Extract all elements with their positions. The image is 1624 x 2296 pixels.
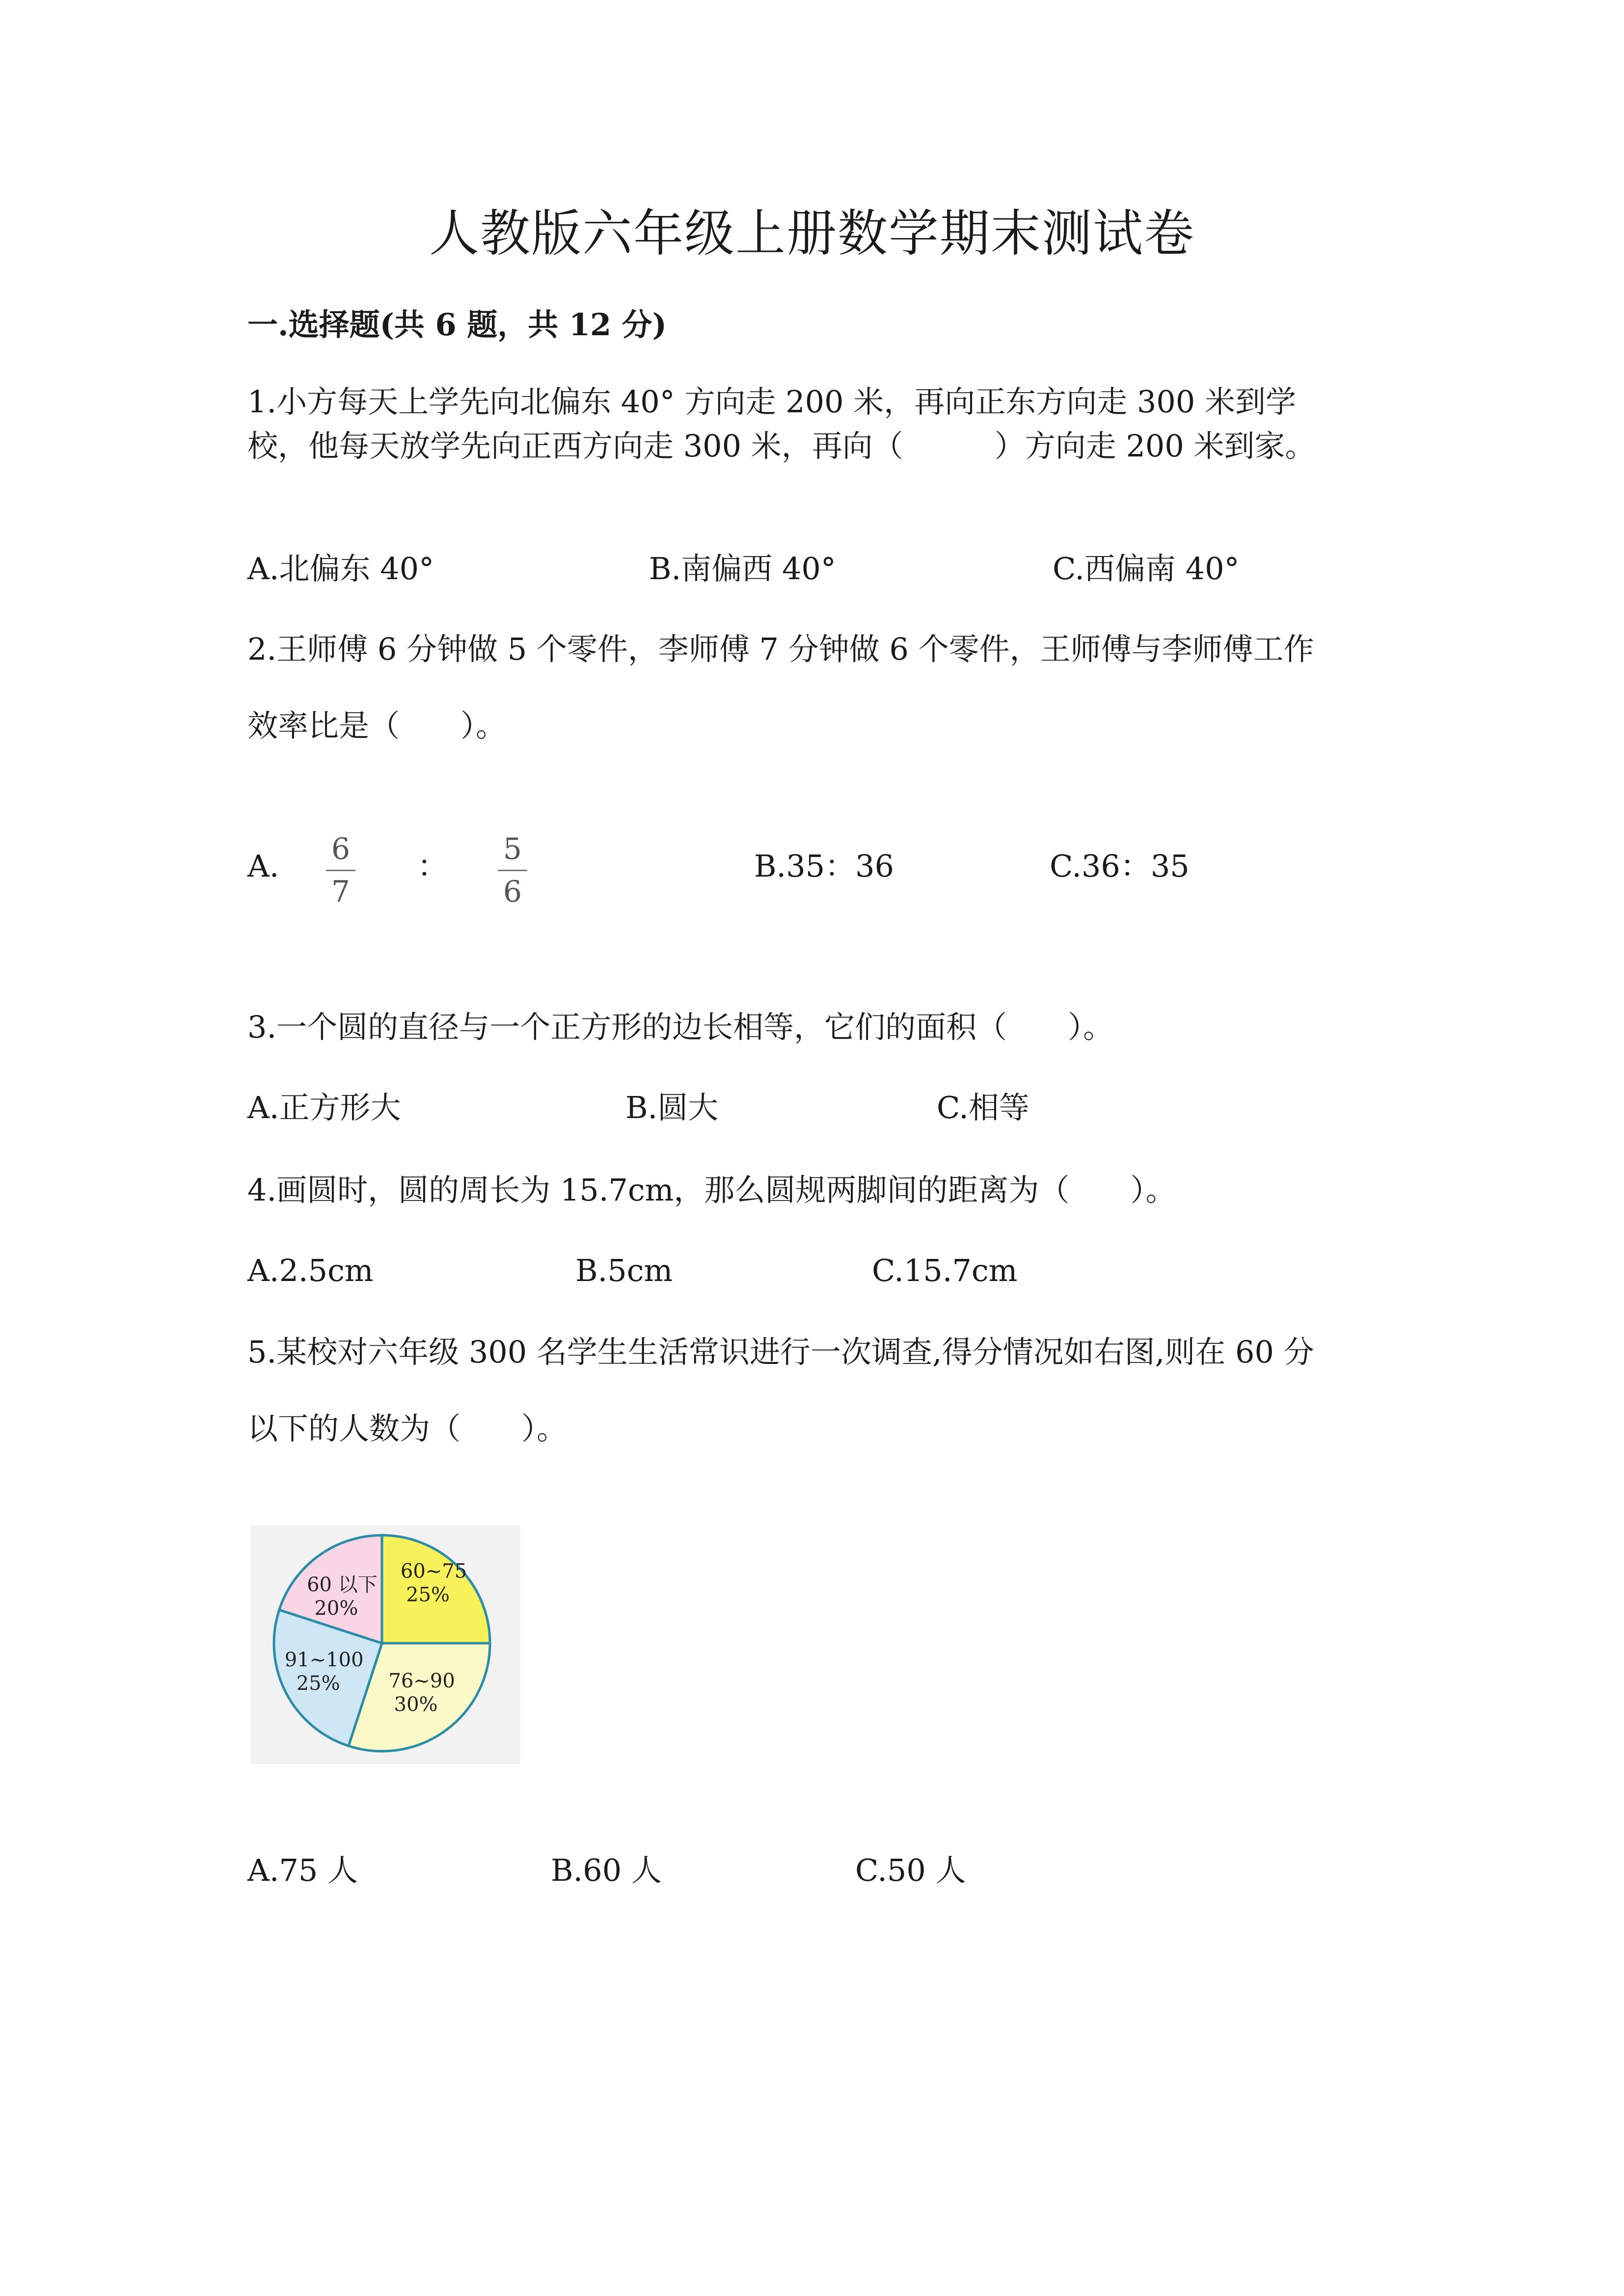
fraction-denominator: 6 [503,875,522,909]
pie-slice-label: 76~90 [388,1669,455,1692]
q5-option-c: C.50 人 [855,1852,966,1888]
q5-option-b: B.60 人 [551,1852,662,1888]
pie-slice-value-label: 25% [296,1672,340,1695]
fraction-denominator: 7 [331,875,351,909]
q1-option-a: A.北偏东 40° [247,551,434,587]
q3-option-b: B.圆大 [625,1090,719,1125]
section-heading: 一.选择题(共 6 题，共 12 分) [247,307,667,343]
q5-line1: 5.某校对六年级 300 名学生生活常识进行一次调查,得分情况如右图,则在 60 分 [247,1334,1314,1370]
q2-line1: 2.王师傅 6 分钟做 5 个零件，李师傅 7 分钟做 6 个零件，王师傅与李师傅工作 [247,631,1314,667]
q3-option-c: C.相等 [937,1090,1029,1125]
q2-option-b: B.35：36 [754,848,894,884]
q2-option-a-prefix: A. [247,848,279,884]
q2-option-a-colon: ： [417,848,448,884]
q2-line2: 效率比是（ ）。 [247,708,507,744]
pie-slice-value-label: 25% [406,1583,450,1606]
q3-option-a: A.正方形大 [247,1090,401,1125]
pie-chart-svg [250,1525,520,1764]
fraction-numerator: 5 [503,832,522,866]
q1-line2: 校，他每天放学先向正西方向走 300 米，再向（ ）方向走 200 米到家。 [247,428,1316,464]
q4-option-a: A.2.5cm [247,1253,374,1288]
fraction-bar [326,870,355,871]
q5-line2: 以下的人数为（ ）。 [247,1411,568,1446]
pie-slice-label: 60~75 [400,1560,467,1583]
fraction-numerator: 6 [331,832,351,866]
pie-slice-value-label: 20% [314,1597,358,1620]
q4-option-b: B.5cm [575,1253,673,1288]
pie-slice-value-label: 30% [394,1693,438,1716]
page-title: 人教版六年级上册数学期末测试卷 [429,205,1195,263]
q4-line1: 4.画圆时，圆的周长为 15.7cm，那么圆规两脚间的距离为（ ）。 [247,1172,1176,1208]
pie-chart [250,1525,520,1764]
pie-slice-label: 91~100 [284,1648,364,1671]
q2-option-a-fraction-1 [326,834,355,907]
pie-slice-label: 60 以下 [307,1574,378,1597]
q4-option-c: C.15.7cm [872,1253,1018,1288]
q1-option-b: B.南偏西 40° [649,551,836,587]
q3-line1: 3.一个圆的直径与一个正方形的边长相等，它们的面积（ ）。 [247,1009,1114,1045]
q1-option-c: C.西偏南 40° [1053,551,1240,587]
q2-option-a-fraction-2 [498,834,527,907]
fraction-bar [498,870,527,871]
q5-option-a: A.75 人 [247,1852,358,1888]
q1-line1: 1.小方每天上学先向北偏东 40° 方向走 200 米，再向正东方向走 300 米到学 [247,384,1296,420]
q2-option-c: C.36：35 [1050,848,1190,884]
